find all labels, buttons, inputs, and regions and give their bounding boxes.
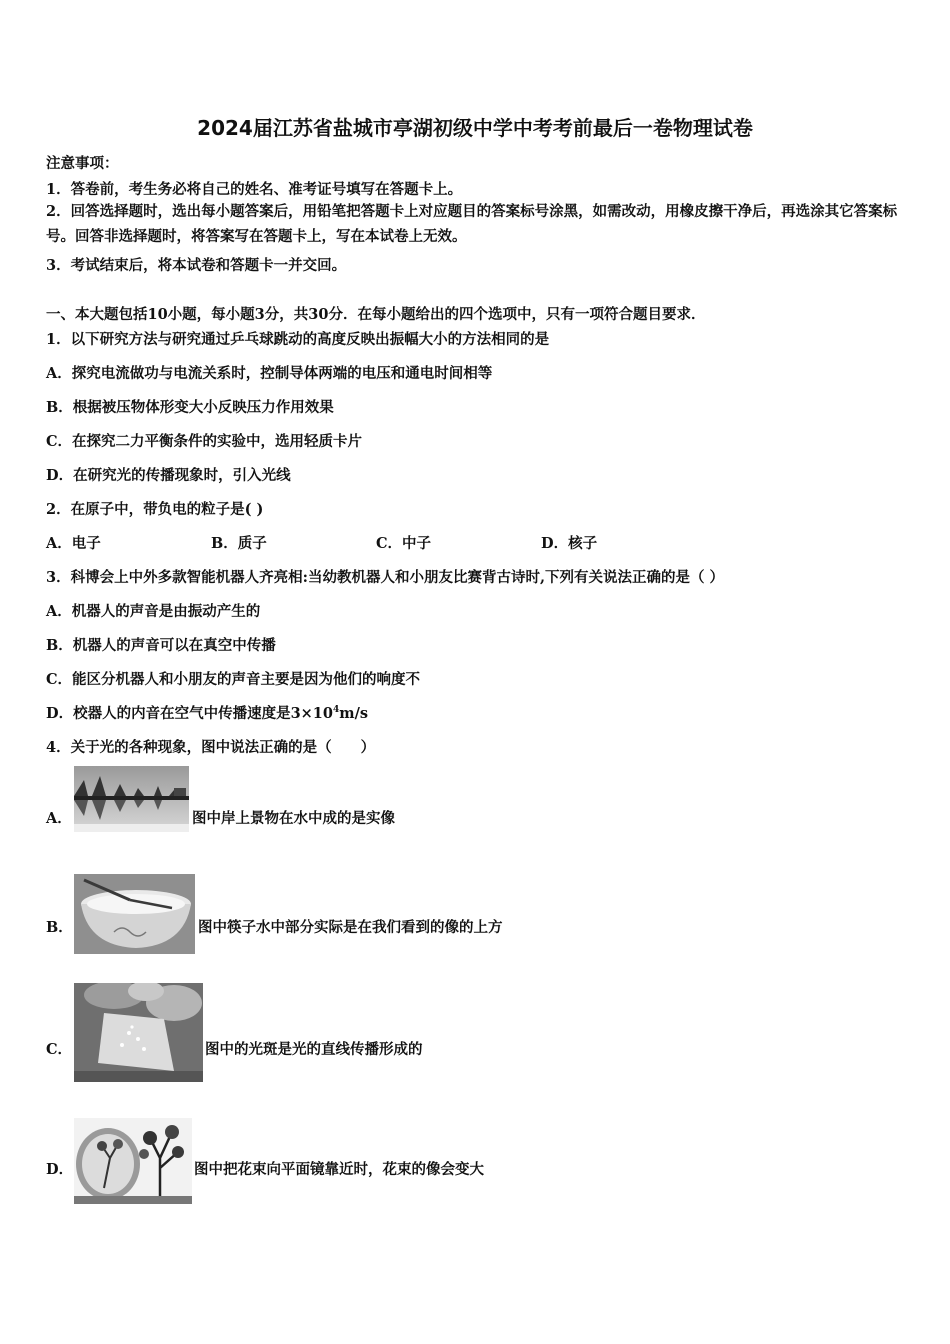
q4-stem: 4．关于光的各种现象，图中说法正确的是（ ）	[46, 739, 376, 756]
q3-option-c: C．能区分机器人和小朋友的声音主要是因为他们的响度不	[46, 671, 421, 688]
reflection-photo	[74, 766, 189, 832]
bowl-chopstick-photo	[74, 874, 195, 954]
light-spot-photo	[74, 983, 203, 1082]
notice-item-2: 2．回答选择题时，选出每小题答案后，用铅笔把答题卡上对应题目的答案标号涂黑，如需改动，用橡皮擦干净后，再选涂其它答案标号。回答非选择题时，将答案写在答题卡上，写在本试卷上无效。	[46, 203, 898, 245]
q4-option-c-text: 图中的光斑是光的直线传播形成的	[205, 1041, 423, 1058]
q1-option-c: C．在探究二力平衡条件的实验中，选用轻质卡片	[46, 433, 363, 450]
q4-option-a-label: A．	[46, 810, 72, 827]
q4-option-c-label: C．	[46, 1041, 73, 1058]
notice-heading: 注意事项：	[46, 155, 119, 172]
q2-options	[46, 532, 597, 553]
q1-option-a: A．探究电流做功与电流关系时，控制导体两端的电压和通电时间相等	[46, 365, 493, 382]
q2-option-c: C．中子	[376, 535, 432, 552]
q4-option-b-label: B．	[46, 919, 73, 936]
q2-option-b: B．质子	[211, 535, 267, 552]
notice-item-1: 1．答卷前，考生务必将自己的姓名、准考证号填写在答题卡上。	[46, 181, 463, 198]
q3-option-b: B．机器人的声音可以在真空中传播	[46, 637, 276, 654]
mirror-flowers-photo	[74, 1118, 192, 1204]
q4-option-b-text: 图中筷子水中部分实际是在我们看到的像的上方	[198, 919, 503, 936]
notice-item-3: 3．考试结束后，将本试卷和答题卡一并交回。	[46, 257, 347, 274]
page-title: 2024届江苏省盐城市亭湖初级中学中考考前最后一卷物理试卷	[197, 116, 753, 140]
q3-option-d: D．校器人的内音在空气中传播速度是$3\times 10^4m/s$	[46, 705, 369, 722]
q2-stem: 2．在原子中，带负电的粒子是( )	[46, 501, 264, 518]
q1-option-d: D．在研究光的传播现象时，引入光线	[46, 467, 291, 484]
q4-option-a-text: 图中岸上景物在水中成的是实像	[192, 810, 395, 827]
q3-option-a: A．机器人的声音是由振动产生的	[46, 603, 261, 620]
q4-option-d-label: D．	[46, 1161, 74, 1178]
q3-stem: 3．科博会上中外多款智能机器人齐亮相:当幼教机器人和小朋友比赛背古诗时,下列有关说法正确的是（ ）	[46, 569, 725, 586]
q1-stem: 1．以下研究方法与研究通过乒乓球跳动的高度反映出振幅大小的方法相同的是	[46, 331, 550, 348]
section-1-heading: 一、本大题包括10小题，每小题3分，共30分．在每小题给出的四个选项中，只有一项符合题目要求．	[46, 306, 706, 323]
q2-option-d: D．核子	[541, 535, 598, 552]
q4-option-d-text: 图中把花束向平面镜靠近时，花束的像会变大	[194, 1161, 484, 1178]
q1-option-b: B．根据被压物体形变大小反映压力作用效果	[46, 399, 334, 416]
q2-option-a: A．电子	[46, 535, 101, 552]
